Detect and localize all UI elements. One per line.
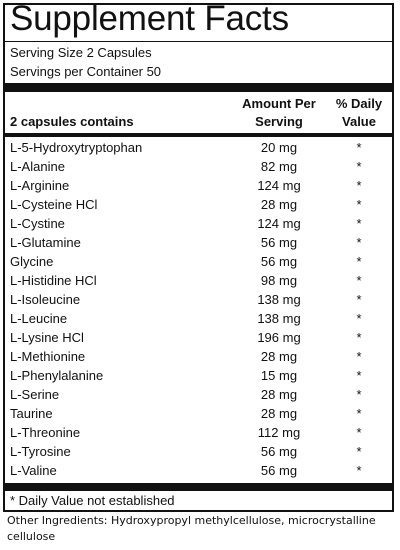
ingredient-row — [5, 385, 392, 404]
ingredient-name: L-Glutamine — [10, 235, 81, 250]
ingredient-name: L-Lysine HCl — [10, 330, 84, 345]
ingredient-dv: * — [356, 235, 362, 250]
ingredient-amount: 98 mg — [260, 273, 298, 288]
ingredient-row — [5, 252, 392, 271]
ingredient-amount: 138 mg — [257, 311, 301, 326]
header-divider — [5, 133, 392, 137]
ingredient-dv: * — [356, 368, 362, 383]
ingredient-amount: 28 mg — [260, 349, 298, 364]
ingredient-row — [5, 176, 392, 195]
ingredient-name: L-Histidine HCl — [10, 273, 97, 288]
ingredient-amount: 82 mg — [260, 159, 298, 174]
title-divider — [5, 41, 392, 42]
dv-header-line1: % Daily — [335, 96, 383, 111]
ingredient-row — [5, 366, 392, 385]
ingredient-amount: 124 mg — [257, 178, 301, 193]
ingredient-row — [5, 195, 392, 214]
ingredient-amount: 56 mg — [260, 254, 298, 269]
ingredient-name: L-Arginine — [10, 178, 70, 193]
ingredient-dv: * — [356, 406, 362, 421]
ingredient-amount: 15 mg — [260, 368, 298, 383]
ingredient-row — [5, 442, 392, 461]
thick-divider-bottom — [5, 483, 392, 491]
amount-header-line2: Serving — [255, 114, 303, 129]
dv-header-line2: Value — [342, 114, 376, 129]
ingredient-name: L-Cysteine HCl — [10, 197, 98, 212]
ingredient-row — [5, 138, 392, 157]
ingredient-dv: * — [356, 197, 362, 212]
ingredient-dv: * — [356, 463, 362, 478]
ingredient-dv: * — [356, 311, 362, 326]
ingredient-dv: * — [356, 292, 362, 307]
ingredient-name: L-Threonine — [10, 425, 81, 440]
ingredient-dv: * — [356, 254, 362, 269]
ingredient-row — [5, 404, 392, 423]
ingredient-name: L-Isoleucine — [10, 292, 81, 307]
thick-divider-top — [5, 83, 392, 92]
ingredient-amount: 124 mg — [257, 216, 301, 231]
ingredient-dv: * — [356, 140, 362, 155]
ingredient-row — [5, 328, 392, 347]
ingredient-name: Glycine — [10, 254, 54, 269]
amount-header — [231, 96, 327, 130]
serving-size: Serving Size 2 Capsules — [10, 45, 152, 60]
ingredient-amount: 28 mg — [260, 197, 298, 212]
ingredient-name: L-Serine — [10, 387, 60, 402]
supplement-facts-panel — [3, 0, 394, 512]
ingredient-row — [5, 214, 392, 233]
ingredient-name: L-Valine — [10, 463, 57, 478]
ingredient-amount: 28 mg — [260, 406, 298, 421]
ingredient-dv: * — [356, 425, 362, 440]
ingredient-name: L-Leucine — [10, 311, 68, 326]
ingredient-row — [5, 271, 392, 290]
amount-header-line1: Amount Per — [242, 96, 316, 111]
ingredient-name: L-Alanine — [10, 159, 65, 174]
ingredient-dv: * — [356, 159, 362, 174]
ingredient-dv: * — [356, 273, 362, 288]
other-ingredients: Other Ingredients: Hydroxypropyl methylcellulose, microcrystalline cellulose — [7, 514, 376, 543]
ingredient-row — [5, 423, 392, 442]
ingredient-amount: 20 mg — [260, 140, 298, 155]
ingredient-name: L-Cystine — [10, 216, 65, 231]
ingredient-row — [5, 157, 392, 176]
ingredient-name: L-Phenylalanine — [10, 368, 104, 383]
ingredient-name: Taurine — [10, 406, 53, 421]
daily-value-header — [331, 96, 387, 130]
ingredient-amount: 28 mg — [260, 387, 298, 402]
ingredient-row — [5, 309, 392, 328]
ingredient-list — [5, 138, 392, 480]
ingredient-row — [5, 290, 392, 309]
ingredient-dv: * — [356, 349, 362, 364]
ingredient-dv: * — [356, 330, 362, 345]
ingredient-amount: 138 mg — [257, 292, 301, 307]
ingredient-amount: 56 mg — [260, 463, 298, 478]
panel-title: Supplement Facts — [10, 0, 289, 38]
ingredient-dv: * — [356, 216, 362, 231]
ingredient-row — [5, 233, 392, 252]
ingredient-name: L-5-Hydroxytryptophan — [10, 140, 143, 155]
ingredient-amount: 196 mg — [257, 330, 301, 345]
ingredient-amount: 112 mg — [257, 425, 301, 440]
ingredient-dv: * — [356, 178, 362, 193]
ingredient-dv: * — [356, 444, 362, 459]
contains-header: 2 capsules contains — [10, 114, 134, 129]
ingredient-amount: 56 mg — [260, 444, 298, 459]
ingredient-row — [5, 461, 392, 480]
servings-per-container: Servings per Container 50 — [10, 64, 162, 79]
ingredient-name: L-Methionine — [10, 349, 86, 364]
ingredient-name: L-Tyrosine — [10, 444, 71, 459]
ingredient-row — [5, 347, 392, 366]
ingredient-dv: * — [356, 387, 362, 402]
ingredient-amount: 56 mg — [260, 235, 298, 250]
daily-value-footnote: * Daily Value not established — [10, 493, 175, 508]
